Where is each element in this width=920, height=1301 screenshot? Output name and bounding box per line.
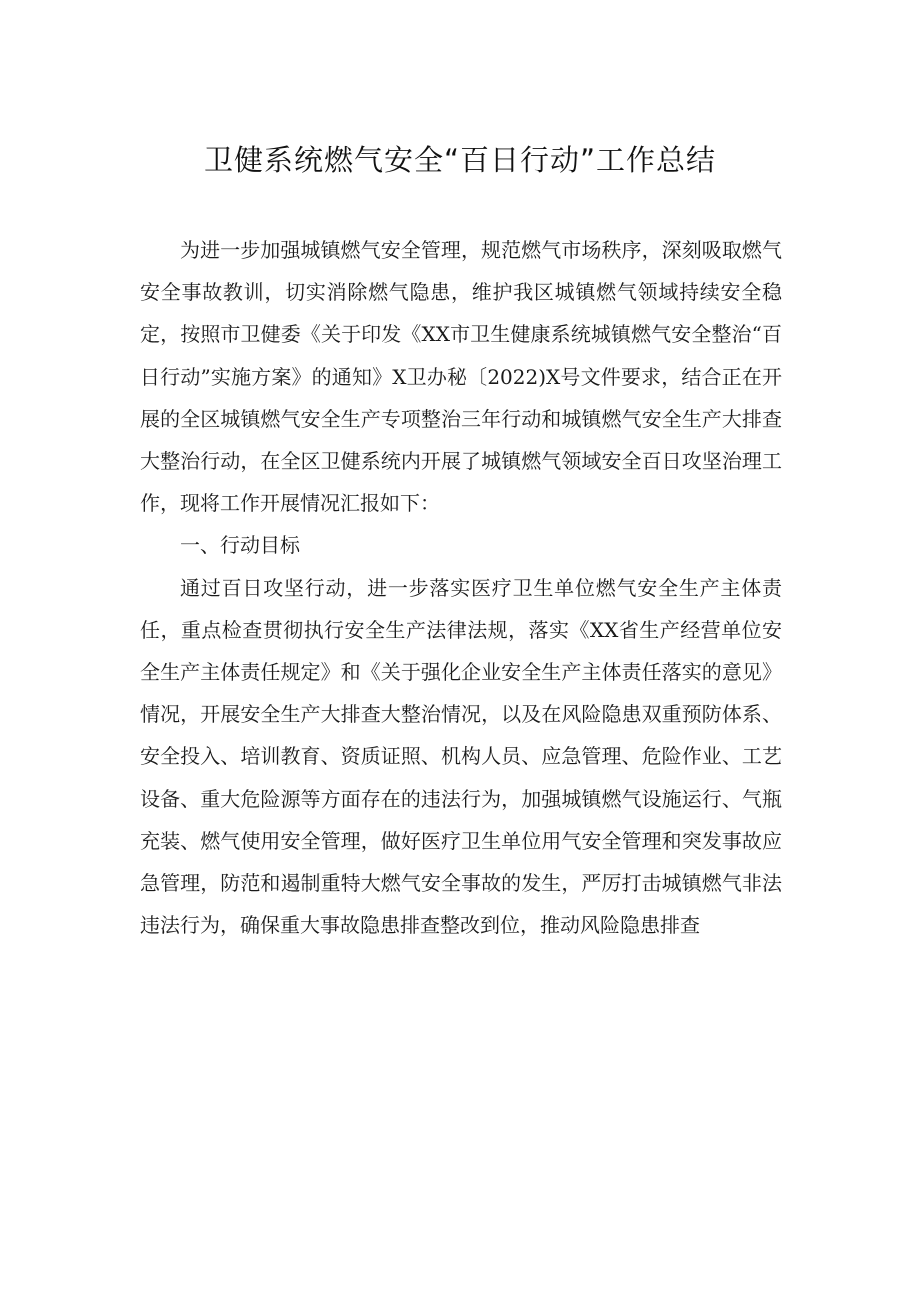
goal-paragraph: 通过百日攻坚行动，进一步落实医疗卫生单位燃气安全生产主体责任，重点检查贯彻执行安全生产法律法规，落实《XX省生产经营单位安全生产主体责任规定》和《关于强化企业安全生产主体责任落实的意见》情况，开展安全生产大排查大整治情况，以及在风险隐患双重预防体系、安全投入、培训教育、资质证照、机构人员、应急管理、危险作业、工艺设备、重大危险源等方面存在的违法行为，加强城镇燃气设施运行、气瓶充装、燃气使用安全管理，做好医疗卫生单位用气安全管理和突发事故应急管理，防范和遏制重特大燃气安全事故的发生，严厉打击城镇燃气非法违法行为，确保重大事故隐患排查整改到位，推动风险隐患排查 (140, 575, 782, 938)
section-heading: 一、行动目标 (180, 533, 300, 558)
document-body (140, 229, 782, 946)
intro-paragraph: 为进一步加强城镇燃气安全管理，规范燃气市场秩序，深刻吸取燃气安全事故教训，切实消除燃气隐患，维护我区城镇燃气领域持续安全稳定，按照市卫健委《关于印发《XX市卫生健康系统城镇燃气安全整治“百日行动”实施方案》的通知》X卫办秘〔2022)X号文件要求，结合正在开展的全区城镇燃气安全生产专项整治三年行动和城镇燃气安全生产大排查大整治行动，在全区卫健系统内开展了城镇燃气领域安全百日攻坚治理工作，现将工作开展情况汇报如下： (140, 238, 782, 516)
document-title: 卫健系统燃气安全“百日行动”工作总结 (203, 143, 717, 177)
